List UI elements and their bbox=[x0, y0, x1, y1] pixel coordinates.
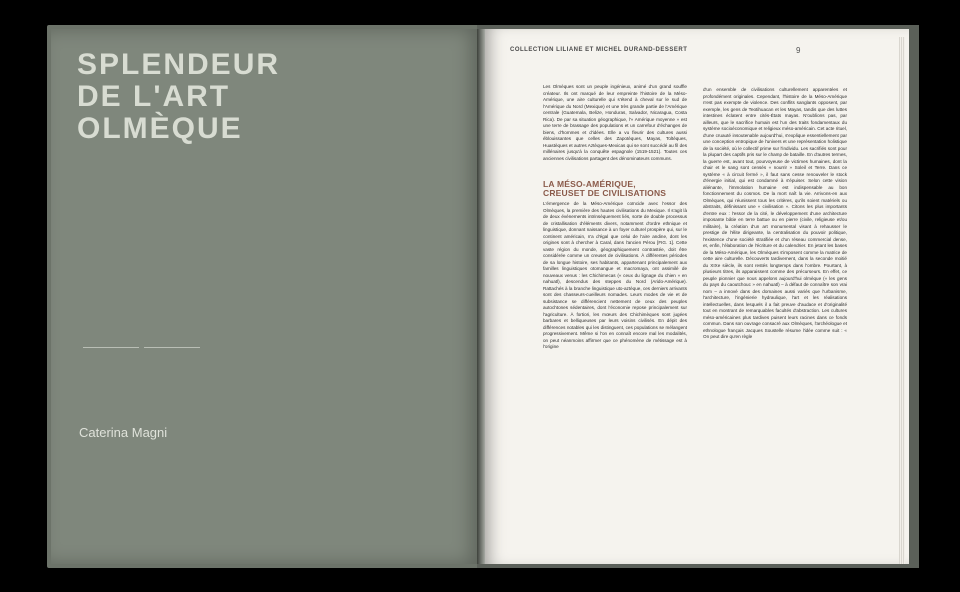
text-column-2 bbox=[703, 87, 847, 341]
body-paragraph: d'un ensemble de civilisations culturellement apparentées et profondément originales. Cependant, l'histoire de la Méso-Amérique n'est pas exempte de violence. Des conflits sanglants opposent, par exemple, les gens de Teotihuacan et les Mayas, tandis que des luttes intestines éclatent entre cités-États mayas. N'oublions pas, par ailleurs, que le sacrifice humain est l'un des traits fondamentaux du système socioéconomique et religieux méso-américain. Cet acte rituel, d'une cruauté insoutenable aujourd'hui, s'explique essentiellement par une conception entropique de l'univers et une représentation holistique de la société, où le collectif prime sur l'individu. Les sacrifiés sont pour la plupart des captifs pris sur le champ de bataille. En d'autres termes, la guerre est, avant tout, pourvoyeuse de victimes humaines, dont la chair et le sang sont censés « nourrir » Soleil et Terre. Dans ce système « à circuit fermé », il faut sans cesse renouveler le stock d'énergie initial, qui est condamné à s'épuiser. Selon cette vision aliénante, l'immolation humaine est indispensable au bon fonctionnement du cosmos. De la mort naît la vie. Arrivons-en aux Olmèques, qui réunissent tous les critères, qu'ils soient matériels ou abstraits, définissant une « civilisation ». Citons les plus importants d'entre eux : l'essor de la cité, le développement d'une architecture imposante bâtie en terre battue ou en pierre (civile, religieuse et/ou militaire), la création d'un art monumental visant à rehausser le prestige de l'élite dirigeante, la centralisation du pouvoir politique, l'existence d'une société stratifiée et d'un réseau commercial dense, et, enfin, l'élaboration de l'écriture et du calendrier. En jetant les bases de la Méso-Amérique, les Olmèques s'imposent comme la matrice de cette aire culturelle. Découverts tardivement, dans la seconde moitié du XIXe siècle, ils sont restés longtemps dans l'ombre. Pourtant, à plusieurs titres, ils apparaissent comme des précurseurs. En effet, ce peuple pionnier que nous appelons aujourd'hui olmèque (« les gens du pays du caoutchouc » en nahuatl) – à défaut de connaître son vrai nom – a innové dans des domaines aussi variés que l'urbanisme, l'architecture, l'ingénierie hydraulique, l'art et les réalisations intellectuelles, dans lesquels il a fait preuve d'audace et d'originalité tout en montrant de remarquables facultés d'abstraction. Les cultures méso-américaines plus tardives puisent leurs racines dans ce fonds commun. Dans son ouvrage consacré aux Olmèques, l'archéologue et ethnologue français Jacques Soustelle résume l'idée comme suit : « On peut dire qu'en règle bbox=[703, 87, 847, 339]
title-line: SPLENDEUR bbox=[77, 48, 281, 81]
body-paragraph: L'émergence de la Méso-Amérique coïncide avec l'essor des Olmèques, la première des hautes civilisations du Mexique. Il s'agit là de deux événements intrinsèquement liés, sorte de double processus de cristallisation d'éléments divers, notamment d'ordre ethnique et linguistique, donnant naissance à un foyer culturel prospère qui, sur le continent américain, n'a d'égal que celui de l'aire andine, dont les origines sont à chercher à Caral, dans l'ancien Pérou [FIG. 1]. Cette vaste région du monde, géographiquement contrastée, doit être considérée comme un creuset de civilisations. À différentes périodes de sa longue histoire, ses habitants, appartenant principalement aux familles linguistiques otomangue et macromaya, ont assimilé de nouveaux venus : les Chichimecas (« ceux du lignage du chien » en nahuatl), descendus des steppes du Nord (Arido-Amérique). Rattachés à la branche linguistique uto-aztèque, ces derniers arrivants sont des chasseurs-cueilleurs nomades. Leurs modes de vie et de subsistance se différencient nettement de ceux des peuples autochtones sédentaires, dont l'économie repose principalement sur l'agriculture. À fortiori, les mœurs des Chichimèques sont jugées barbares et belliqueuses par leurs voisins civilisés. En dépit des différences notables qui les distinguent, ces populations se mélangent progressivement. Même si l'on en connaît encore mal les modalités, on peut néanmoins affirmer que ce phénomène de métissage est à l'origine bbox=[543, 201, 687, 349]
section-heading bbox=[543, 180, 687, 198]
title-line: OLMÈQUE bbox=[77, 112, 243, 145]
text-column-1 bbox=[543, 84, 687, 351]
page-edges bbox=[899, 37, 905, 564]
intro-paragraph: Les Olmèques sont un peuple ingénieux, animé d'un grand souffle créateur. Ils ont marqué de leur empreinte l'histoire de la Méso-Amérique, une aire culturelle qui s'étend à cheval sur le sud de l'Amérique du Nord (Mexique) et une très grande partie de l'Amérique centrale (Guatemala, Belize, Honduras, Salvador, Nicaragua, Costa Rica). De par sa situation géographique, l'« Amérique moyenne » est une terre de brassage des populations et un carrefour d'échanges de biens, d'hommes et d'idées. Elle a vu fleurir des cultures aussi éblouissantes que celles des Zapotèques, Mayas, Toltèques, Huastèques et autres Aztèques-Mexicas qui se sont succédé au fil des millénaires jusqu'à la conquête espagnole (1519-1521). Toutes ces anciennes civilisations partagent des dénominateurs communs. bbox=[543, 84, 687, 161]
left-page bbox=[51, 29, 481, 564]
section-heading-line: LA MÉSO-AMÉRIQUE, bbox=[543, 179, 636, 189]
section-heading-line: CREUSET DE CIVILISATIONS bbox=[543, 188, 667, 198]
divider-rule bbox=[83, 347, 139, 348]
divider-rule bbox=[144, 347, 200, 348]
author-name: Caterina Magni bbox=[79, 425, 168, 440]
right-page bbox=[485, 29, 909, 564]
page-number: 9 bbox=[796, 46, 801, 55]
running-head: COLLECTION LILIANE ET MICHEL DURAND-DESSERT bbox=[510, 47, 688, 53]
book-title bbox=[77, 49, 280, 145]
title-line: DE L'ART bbox=[77, 80, 231, 113]
open-book bbox=[47, 25, 919, 568]
